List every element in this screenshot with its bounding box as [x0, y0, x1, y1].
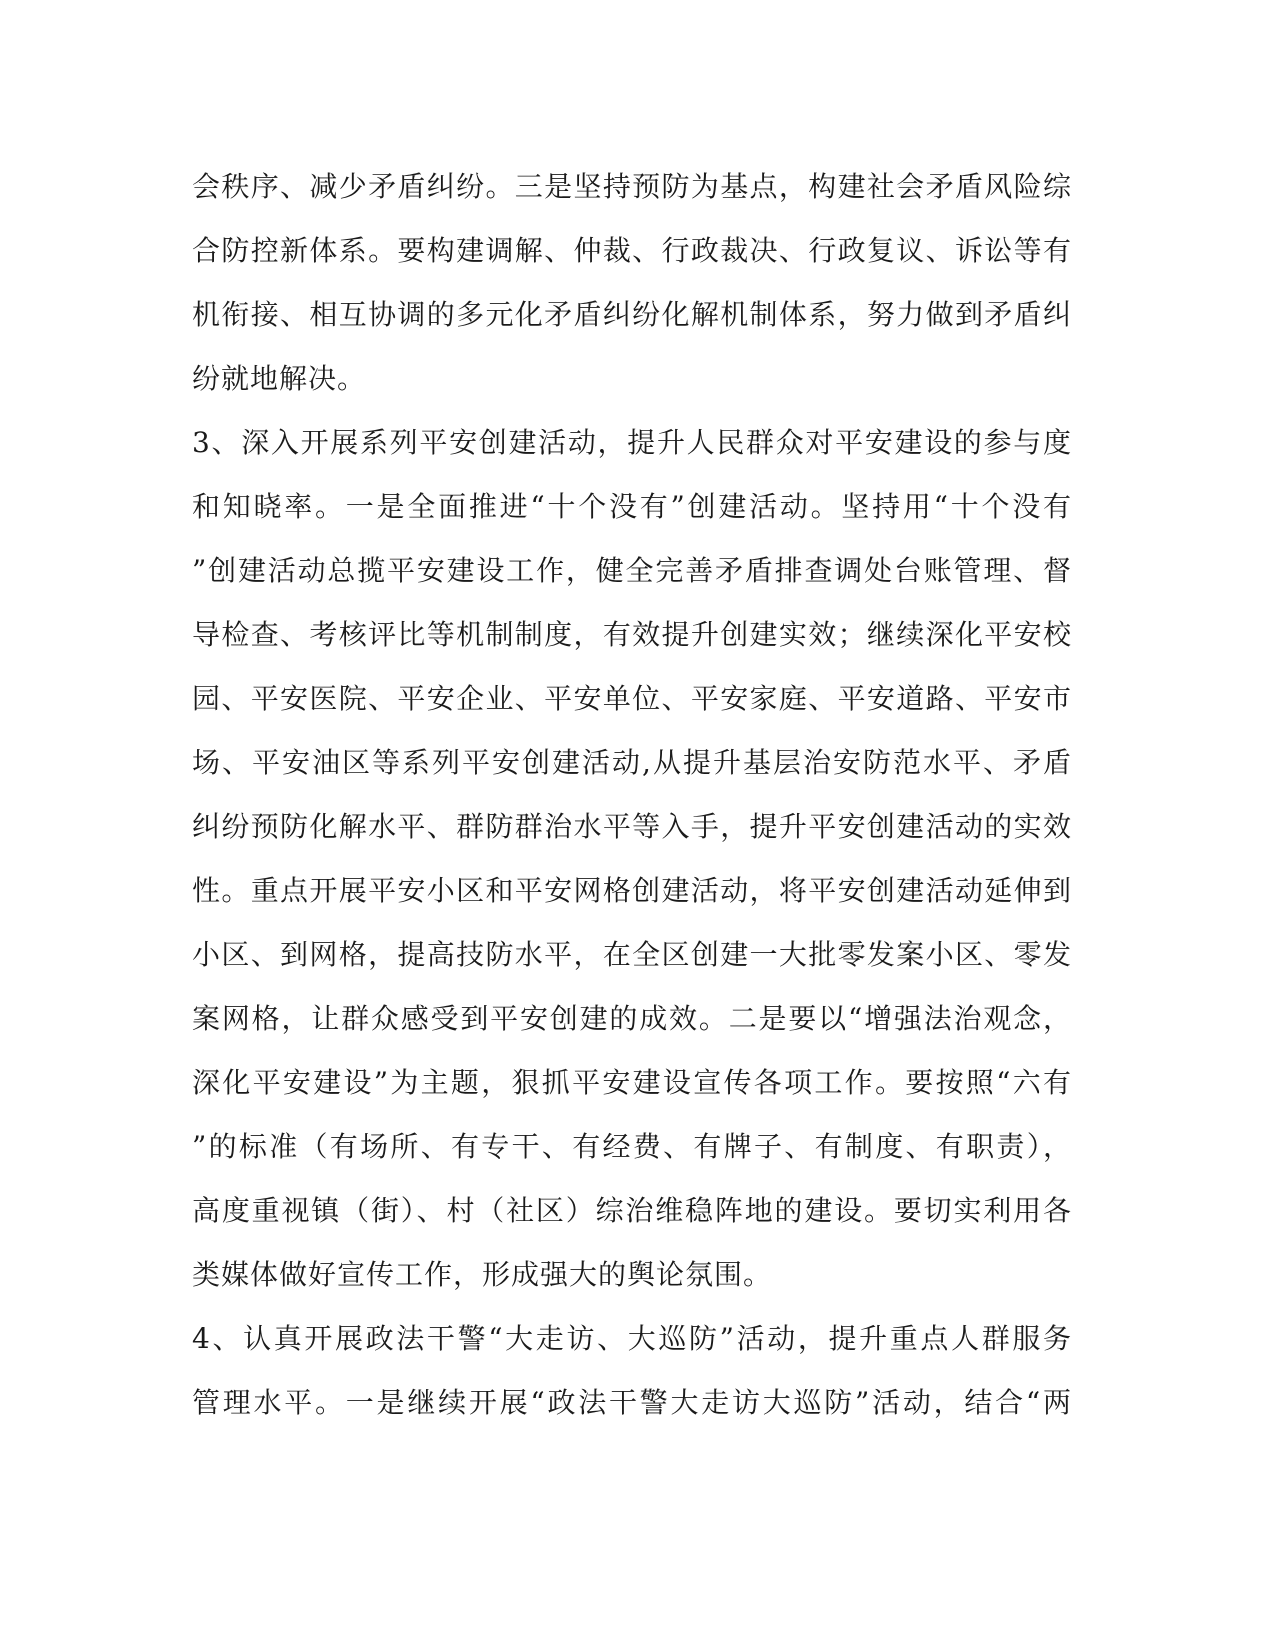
- text-line: 深化平安建设”为主题，狠抓平安建设宣传各项工作。要按照“六有: [192, 1066, 1072, 1099]
- text-line: 场、平安油区等系列平安创建活动,从提升基层治安防范水平、矛盾: [192, 746, 1072, 779]
- text-line: 管理水平。一是继续开展“政法干警大走访大巡防”活动，结合“两: [192, 1386, 1072, 1419]
- text-line: 性。重点开展平安小区和平安网格创建活动，将平安创建活动延伸到: [192, 874, 1072, 907]
- text-line: 导检查、考核评比等机制制度，有效提升创建实效；继续深化平安校: [192, 618, 1072, 651]
- text-line: 小区、到网格，提高技防水平，在全区创建一大批零发案小区、零发: [192, 938, 1072, 971]
- text-line: 会秩序、减少矛盾纠纷。三是坚持预防为基点，构建社会矛盾风险综: [192, 170, 1072, 203]
- text-line: 合防控新体系。要构建调解、仲裁、行政裁决、行政复议、诉讼等有: [192, 234, 1072, 267]
- text-line: 纠纷预防化解水平、群防群治水平等入手，提升平安创建活动的实效: [192, 810, 1072, 843]
- document-body: [192, 155, 1072, 1435]
- text-line: ”创建活动总揽平安建设工作，健全完善矛盾排查调处台账管理、督: [192, 554, 1072, 587]
- text-line: 4、认真开展政法干警“大走访、大巡防”活动，提升重点人群服务: [192, 1322, 1072, 1355]
- text-line: ”的标准（有场所、有专干、有经费、有牌子、有制度、有职责），: [192, 1130, 1072, 1163]
- text-line: 机衔接、相互协调的多元化矛盾纠纷化解机制体系，努力做到矛盾纠: [192, 298, 1072, 331]
- text-line: 和知晓率。一是全面推进“十个没有”创建活动。坚持用“十个没有: [192, 490, 1072, 523]
- text-line: 案网格，让群众感受到平安创建的成效。二是要以“增强法治观念，: [192, 1002, 1072, 1035]
- text-line: 3、深入开展系列平安创建活动，提升人民群众对平安建设的参与度: [192, 426, 1072, 459]
- text-line: 高度重视镇（街）、村（社区）综治维稳阵地的建设。要切实利用各: [192, 1194, 1072, 1227]
- text-line: 园、平安医院、平安企业、平安单位、平安家庭、平安道路、平安市: [192, 682, 1072, 715]
- text-line: 类媒体做好宣传工作，形成强大的舆论氛围。: [192, 1258, 773, 1291]
- text-line: 纷就地解决。: [192, 362, 367, 395]
